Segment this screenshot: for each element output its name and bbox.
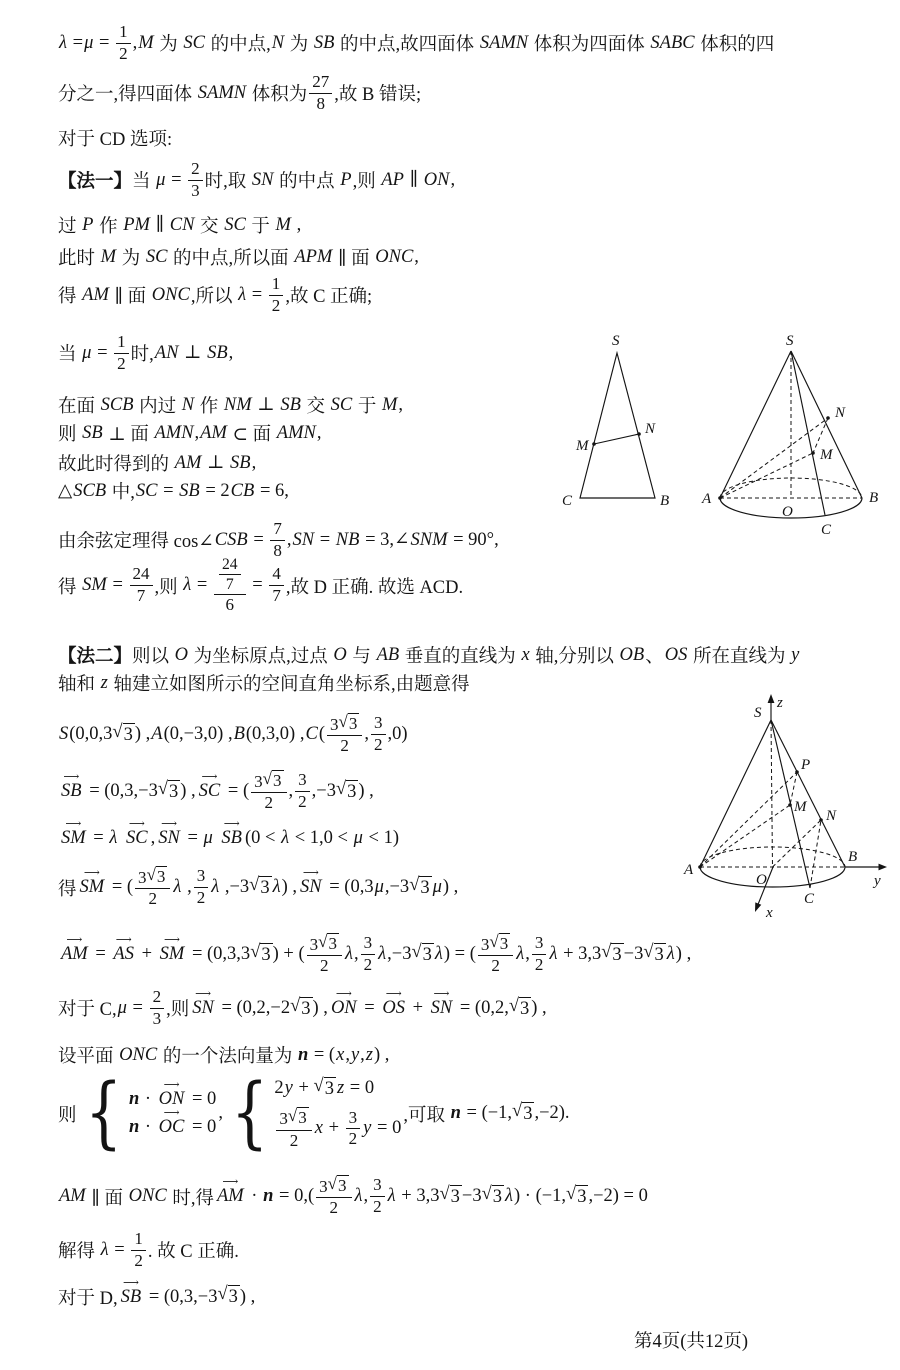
radical-icon: √ [146, 865, 156, 884]
line-14: 得 SM = $\frac{24}{7}$ ,则 λ = $\frac{\frac{24}{7}}{6}$ = $\frac{4}{7}$ ,故 D 正确. 故选 ACD. [58, 556, 464, 615]
vector-SN: ⟶ SN [430, 988, 453, 1018]
line-13: 由余弦定理得 cos∠ CSB = $\frac{7}{8}$ , SN = NB = 3,∠ SNM = 90°, [58, 519, 499, 560]
overarrow-icon: ⟶ [66, 934, 83, 947]
label-s: S [612, 333, 620, 349]
line-19: ⟶ SM = λ ⟶ SC , ⟶ SN = μ ⟶ SB (0 < λ < 1,0 < μ < 1) [61, 818, 400, 848]
overarrow-icon: ⟶ [223, 818, 240, 831]
radical-icon: √ [566, 1183, 577, 1204]
radical-icon: √ [112, 721, 123, 742]
label-b: B [848, 849, 858, 865]
line-04: 【法一】 当 μ = $\frac{2}{3}$ 时,取 SN 的中点 P ,则 AP ∥ ON , [58, 159, 456, 200]
label-n: N [835, 405, 846, 421]
line-11: 故此时得到的 AM ⊥ SB , [58, 452, 257, 475]
overarrow-icon: ⟶ [63, 771, 80, 784]
line-03: 对于 CD 选项: [58, 130, 173, 150]
overarrow-icon: ⟶ [164, 934, 180, 947]
vector-OS: ⟶ OS [382, 988, 405, 1018]
line-22: 对于 C, μ = $\frac{2}{3}$ ,则 ⟶ SN = (0,2,−2 √ 3 ) , ⟶ ON = ⟶ OS + ⟶ SN = (0,2, √ 3 ) , [58, 987, 547, 1028]
line-18: ⟶ SB = (0,3,−3 √ 3 ) , ⟶ SC = ( 3 √ 3 2 , $\frac{3}{2}$ ,−3 √ 3 ) , [61, 769, 374, 813]
overarrow-icon: ⟶ [222, 1176, 239, 1189]
line-12: △ SCB 中, SC = SB = 2 CB = 6, [58, 480, 289, 503]
line-01: λ = μ = $\frac{1}{2}$ , M 为 SC 的中点, N 为 SB 的中点,故四面体 SAMN 体积为四面体 SABC 体积的四 [59, 22, 775, 63]
radical-icon: √ [287, 1106, 298, 1126]
overarrow-icon: ⟶ [163, 1079, 180, 1092]
overarrow-icon: ⟶ [161, 818, 177, 831]
overarrow-icon: ⟶ [433, 988, 450, 1001]
vector-SB: ⟶ SB [120, 1276, 142, 1307]
radical-icon: √ [335, 778, 347, 799]
label-z: z [777, 695, 783, 711]
vector-SN: ⟶ SN [300, 867, 322, 898]
diagram-cone-1 [690, 332, 890, 544]
diagram-cone-2-axes [680, 692, 900, 927]
vector-SM: ⟶ SM [61, 818, 86, 848]
line-06: 此时 M 为 SC 的中点,所以面 APM ∥ 面 ONC , [58, 246, 419, 269]
line-20: 得 ⟶ SM = ( 3 √ 3 2 λ , $\frac{3}{2}$ λ ,−3 √ 3 λ ) , ⟶ SN = (0,3 μ ,−3 √ 3 μ ) , [58, 865, 459, 909]
radical-icon: √ [601, 941, 612, 962]
label-n: N [826, 808, 837, 824]
line-16: 轴和 z 轴建立如图所示的空间直角坐标系,由题意得 [58, 672, 470, 695]
label-o: O [756, 872, 767, 888]
label-n: N [645, 421, 656, 437]
vector-SB: ⟶ SB [221, 818, 242, 848]
line-24: 则 { n · ⟶ ON = 0 n · ⟶ OC = 0 , { 2 y + √ 3 z = 0 3 √ 3 2 x + $\frac{3}{2}$ y = 0 ,可取 n = (−1, √ 3 ,−2). [58, 1068, 570, 1159]
radical-icon: √ [250, 941, 261, 962]
radical-icon: √ [481, 1183, 492, 1204]
overarrow-icon: ⟶ [163, 1107, 180, 1120]
line-21: ⟶ AM = ⟶ AS + ⟶ SM = (0,3,3 √ 3 ) + ( 3 √ 3 2 λ , $\frac{3}{2}$ λ ,−3 √ 3 λ ) = ( 3 √ 3 2 λ , $\frac{3}{2}$ λ + 3,3 √ 3 −3 √ 3 λ ) , [61, 932, 692, 976]
brace-icon: { [231, 1068, 269, 1159]
overarrow-icon: ⟶ [195, 988, 211, 1001]
line-25: AM ∥ 面 ONC 时,得 ⟶ AM · n = 0,( 3 √ 3 2 λ , $\frac{3}{2}$ λ + 3,3 √ 3 −3 √ 3 λ ) · (−1, √ 3 ,−2) = 0 [59, 1174, 648, 1218]
label-c: C [562, 493, 573, 508]
radical-icon: √ [249, 874, 260, 895]
vector-AS: ⟶ AS [113, 934, 134, 965]
overarrow-icon: ⟶ [115, 934, 132, 947]
vector-ON: ⟶ ON [330, 988, 357, 1018]
radical-icon: √ [489, 932, 499, 951]
overarrow-icon: ⟶ [302, 867, 319, 880]
label-a: A [684, 862, 694, 878]
overarrow-icon: ⟶ [122, 1276, 139, 1289]
label-x: x [766, 905, 773, 921]
radical-icon: √ [512, 1101, 523, 1122]
label-o: O [782, 504, 793, 520]
diagram-triangle-scb [550, 326, 680, 508]
line-07: 得 AM ∥ 面 ONC ,所以 λ = $\frac{1}{2}$ ,故 C 正确; [58, 274, 373, 315]
label-y: y [874, 873, 881, 889]
radical-icon: √ [327, 1174, 337, 1193]
radical-icon: √ [262, 769, 272, 788]
label-b: B [660, 493, 670, 508]
vector-SC: ⟶ SC [198, 771, 221, 802]
radical-icon: √ [409, 874, 420, 895]
line-23: 设平面 ONC 的一个法向量为 n = ( x , y , z ) , [58, 1044, 390, 1067]
vector-SN: ⟶ SN [192, 988, 214, 1018]
line-26: 解得 λ = $\frac{1}{2}$ . 故 C 正确. [58, 1229, 239, 1270]
radical-icon: √ [318, 932, 328, 951]
overarrow-icon: ⟶ [128, 818, 145, 831]
label-a: A [702, 491, 712, 507]
radical-icon: √ [217, 1284, 228, 1305]
line-08: 当 μ = $\frac{1}{2}$ 时, AN ⊥ SB , [58, 332, 234, 373]
line-15: 【法二】 则以 O 为坐标原点,过点 O 与 AB 垂直的直线为 x 轴,分别以 OB 、 OS 所在直线为 y [58, 644, 800, 667]
line-02: 分之一,得四面体 SAMN 体积为 $\frac{27}{8}$ ,故 B 错误; [58, 72, 422, 113]
overarrow-icon: ⟶ [335, 988, 352, 1001]
radical-icon: √ [411, 941, 422, 962]
line-17: S (0,0,3 √ 3 ) , A (0,−3,0) , B (0,3,0) , C ( 3 √ 3 2 , $\frac{3}{2}$ ,0) [59, 712, 408, 756]
vector-SN: ⟶ SN [158, 818, 180, 848]
vector-AM: ⟶ AM [61, 934, 88, 965]
overarrow-icon: ⟶ [385, 988, 402, 1001]
label-m: M [794, 799, 807, 815]
vector-ON: ⟶ ON [158, 1079, 185, 1110]
vector-AM: ⟶ AM [216, 1176, 244, 1207]
vector-SM: ⟶ SM [159, 934, 185, 965]
overarrow-icon: ⟶ [65, 818, 82, 831]
line-10: 则 SB ⊥ 面 AMN , AM ⊂ 面 AMN , [58, 422, 322, 445]
page-footer: 第4页(共12页) [634, 1332, 749, 1352]
vector-SC: ⟶ SC [126, 818, 148, 848]
radical-icon: √ [508, 995, 519, 1016]
label-s: S [754, 705, 762, 721]
radical-icon: √ [290, 995, 301, 1016]
vector-SM: ⟶ SM [79, 867, 105, 898]
vector-OC: ⟶ OC [158, 1107, 185, 1138]
label-m: M [576, 438, 589, 454]
label-m: M [820, 447, 833, 463]
radical-icon: √ [338, 712, 348, 731]
brace-icon: { [84, 1068, 122, 1159]
line-09: 在面 SCB 内过 N 作 NM ⊥ SB 交 SC 于 M , [58, 394, 404, 417]
radical-icon: √ [313, 1076, 324, 1096]
radical-icon: √ [157, 778, 168, 799]
radical-icon: √ [643, 941, 654, 962]
vector-SB: ⟶ SB [61, 771, 82, 802]
radical-icon: √ [439, 1183, 450, 1204]
overarrow-icon: ⟶ [201, 771, 218, 784]
overarrow-icon: ⟶ [83, 867, 100, 880]
label-s: S [786, 333, 794, 349]
label-c: C [804, 891, 815, 907]
label-b: B [869, 490, 879, 506]
label-p: P [801, 757, 811, 773]
line-27: 对于 D, ⟶ SB = (0,3,−3 √ 3 ) , [58, 1276, 256, 1309]
line-05: 过 P 作 PM ∥ CN 交 SC 于 M , [58, 214, 302, 237]
label-c: C [821, 522, 832, 538]
